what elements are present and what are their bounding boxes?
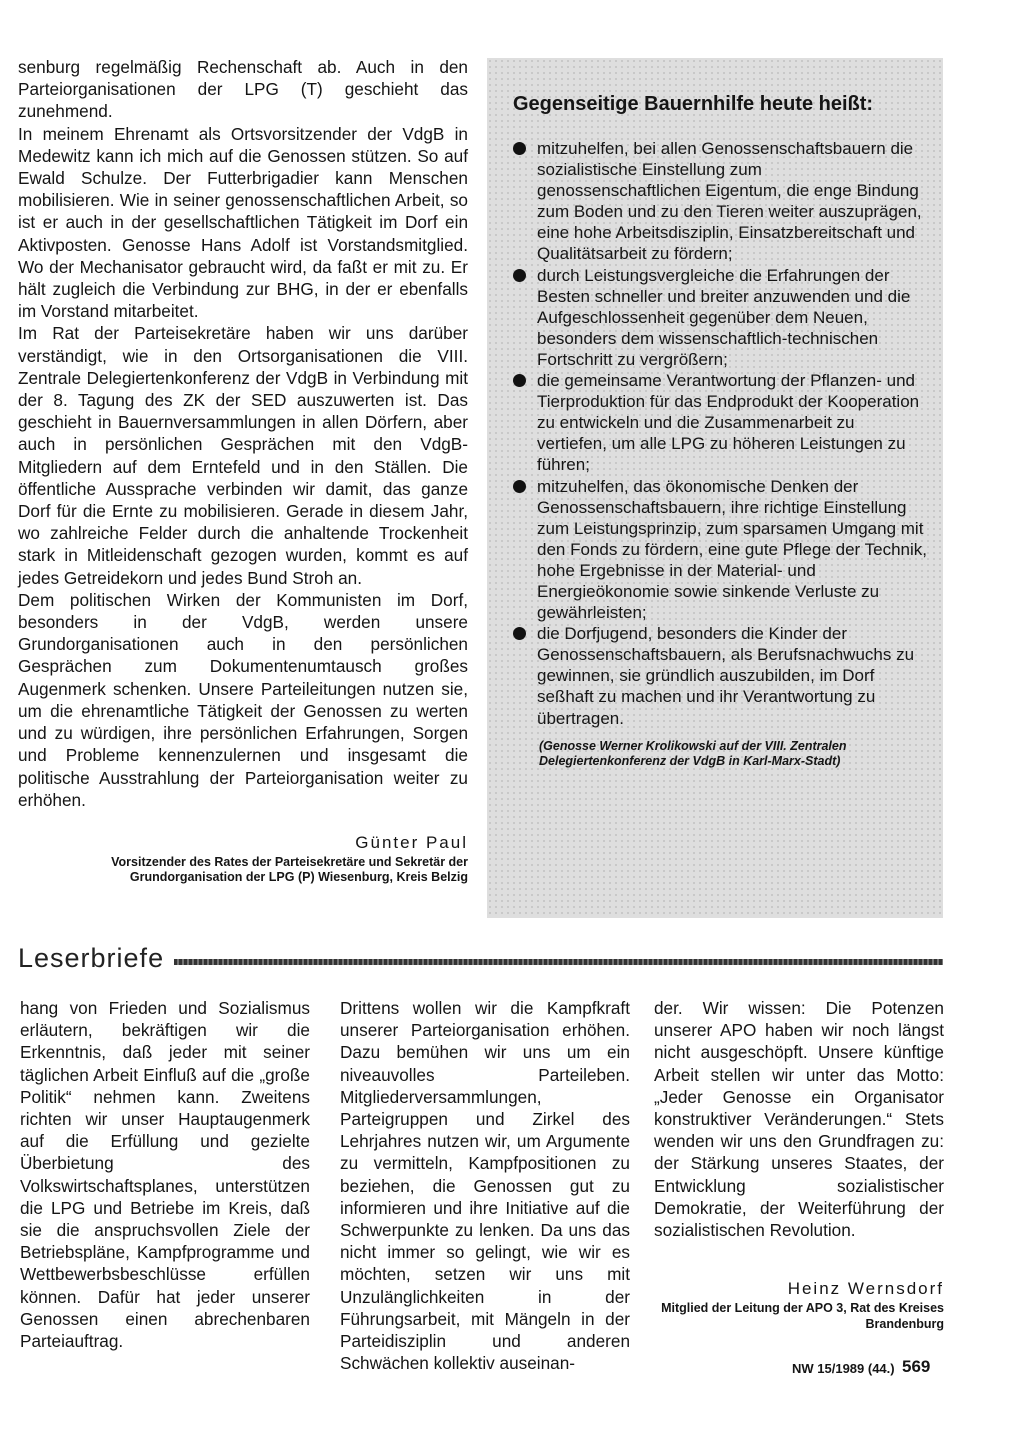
list-item-text: durch Leistungsvergleiche die Erfahrungen der Besten schneller und breiter anzuwenden und die Aufgeschlossenheit gegenüber dem Neuen, besonders dem wissenschaftlich-technischen Fortschritt zu vergrößern;: [537, 265, 911, 369]
page-number: 569: [902, 1357, 931, 1376]
quote-box-title: Gegenseitige Bauernhilfe heute heißt:: [513, 93, 874, 115]
list-item: [509, 265, 929, 370]
section-title: Leserbriefe: [18, 943, 165, 973]
list-item-text: die Dorfjugend, besonders die Kinder der Genossenschaftsbauern, als Berufsnachwuchs zu gewinnen, sie gründlich auszubilden, im Dorf seßhaft zu machen und ihr Verantwortung zu übertragen.: [537, 624, 915, 728]
letter-text-2: Drittens wollen wir die Kampfkraft unserer Parteiorganisation erhöhen. Dazu bemühen wir uns um ein niveauvolles Parteileben. Mitgliederversammlungen, Parteigruppen und Zirkel des Lehrjahres nutzen wir, um Argumente zu vermitteln, Kampfpositionen zu beziehen, die Genossen gut zu informieren und ihre Initiative auf die Schwerpunkte zu lenken. Da uns das nicht immer so gelingt, wie wir es möchten, setzen wir uns mit Unzulänglichkeiten in der Führungsarbeit, mit Mängeln in der Parteidisziplin und anderen Schwächen kollektiv auseinan-: [340, 998, 630, 1374]
article-paragraph-2: In meinem Ehrenamt als Ortsvorsitzender der VdgB in Medewitz kann ich mich auf die Genossen stützen. So auf Ewald Schulze. Der Futterbrigadier kann Menschen mobilisieren. Wie in seiner genossenschaftlichen Arbeit, so ist er auch in der gesellschaftlichen Tätigkeit im Dorf ein Aktivposten. Genosse Hans Adolf ist Vorstandsmitglied. Wo der Mechanisator gebraucht wird, da faßt er mit zu. Er hält zugleich die Verbindung zur BHG, in der er ebenfalls im Vorstand mitarbeitet.: [18, 123, 468, 322]
list-item-text: die gemeinsame Verantwortung der Pflanzen- und Tierproduktion für das Endprodukt der Kooperation zu entwickeln und die Zusammenarbeit zu vertiefen, um alle LPG zu höheren Leistungen zu führen;: [537, 371, 920, 475]
bullet-icon: [513, 374, 526, 387]
article-author-role: Vorsitzender des Rates der Parteisekretäre und Sekretär der Grundorganisation der LPG (P) Wiesenburg, Kreis Belzig: [111, 854, 468, 885]
list-item: [509, 370, 929, 475]
letter-column-3: [654, 997, 944, 1332]
list-item-text: mitzuhelfen, bei allen Genossenschaftsbauern die sozialistische Einstellung zum genossenschaftlichen Eigentum, die enge Bindung zum Boden und zu den Tieren weiter auszuprägen, eine hohe Arbeitsdisziplin, Einsatzbereitschaft und Qualitätsarbeit zu fördern;: [537, 139, 922, 264]
quote-box-source: (Genosse Werner Krolikowski auf der VIII. Zentralen Delegiertenkonferenz der VdgB in Karl-Marx-Stadt): [539, 738, 847, 769]
letter-text-1: hang von Frieden und Sozialismus erläutern, bekräftigen wir die Erkenntnis, daß jeder mit seiner täglichen Arbeit Einfluß auf die „große Politik“ nehmen kann. Zweitens richten wir unser Hauptaugenmerk auf die Erfüllung und gezielte Überbietung des Volkswirtschaftsplanes, unterstützen die LPG und Betriebe im Kreis, daß sie die anspruchsvollen Ziele der Betriebspläne, Kampfprogramme und Wettbewerbsbeschlüsse erfüllen können. Dafür hat jeder unserer Genossen einen abrechenbaren Parteiauftrag.: [20, 998, 310, 1352]
top-article: [18, 56, 468, 886]
list-item-text: mitzuhelfen, das ökonomische Denken der Genossenschaftsbauern, ihre richtige Einstellung zum Leistungsprinzip, zum sparsamen Umgang mit den Fonds zu fördern, eine gute Pflege der Technik, hohe Ergebnisse in der Material- und Energieökonomie sowie sinkende Verluste zu gewährleisten;: [537, 476, 927, 623]
letter-author-role: Mitglied der Leitung der APO 3, Rat des Kreises Brandenburg: [661, 1301, 944, 1331]
section-divider: [174, 959, 943, 965]
bullet-icon: [513, 480, 526, 493]
bullet-icon: [513, 269, 526, 282]
article-paragraph-1: senburg regelmäßig Rechenschaft ab. Auch in den Parteiorganisationen der LPG (T) geschieht das zunehmend.: [18, 57, 468, 122]
bullet-icon: [513, 142, 526, 155]
quote-box: [487, 58, 943, 918]
letter-text-3: der. Wir wissen: Die Potenzen unserer APO haben wir noch längst nicht ausgeschöpft. Unsere künftige Arbeit stellen wir unter das Motto: „Jeder Genosse ein Organisator konstruktiver Veränderungen.“ Stets wenden wir uns den Grundfragen zu: der Stärkung unseres Staates, der Entwicklung sozialistischer Demokratie, der Weiterführung der sozialistischen Revolution.: [654, 998, 944, 1241]
issue-reference: NW 15/1989 (44.): [792, 1361, 895, 1376]
list-item: [509, 623, 929, 728]
letter-author: Heinz Wernsdorf: [787, 1279, 944, 1299]
article-paragraph-4: Dem politischen Wirken der Kommunisten im Dorf, besonders in der VdgB, werden unsere Grundorganisationen auch in den persönlichen Gesprächen zum Dokumentenumtausch großes Augenmerk schenken. Unsere Parteileitungen nutzen sie, um die ehrenamtliche Tätigkeit der Genossen zu werten und zu würdigen, ihre persönlichen Erfahrungen, Sorgen und Probleme kennenzulernen und insgesamt die politische Ausstrahlung der Parteiorganisation weiter zu erhöhen.: [18, 589, 468, 810]
article-paragraph-3: Im Rat der Parteisekretäre haben wir uns darüber verständigt, wie in den Ortsorganisationen die VIII. Zentrale Delegiertenkonferenz der VdgB in Verbindung mit der 8. Tagung des ZK der SED auszuwerten ist. Das geschieht in Bauernversammlungen in allen Dörfern, aber auch in persönlichen Gesprächen mit den VdgB-Mitgliedern auf dem Erntefeld und in den Ställen. Die öffentliche Aussprache verbinden wir damit, das ganze Dorf für die Ernte zu mobilisieren. Gerade in diesem Jahr, wo zahlreiche Felder durch die anhaltende Trockenheit stark in Mitleidenschaft gezogen wurden, kommt es auf jedes Getreidekorn und jedes Bund Stroh an.: [18, 323, 468, 588]
list-item: [509, 476, 929, 624]
bullet-icon: [513, 627, 526, 640]
quote-box-list: [509, 138, 929, 729]
letter-column-1: [20, 997, 310, 1352]
list-item: [509, 138, 929, 265]
section-header: [18, 942, 943, 976]
letter-column-2: [340, 997, 630, 1374]
article-author: Günter Paul: [355, 832, 468, 852]
